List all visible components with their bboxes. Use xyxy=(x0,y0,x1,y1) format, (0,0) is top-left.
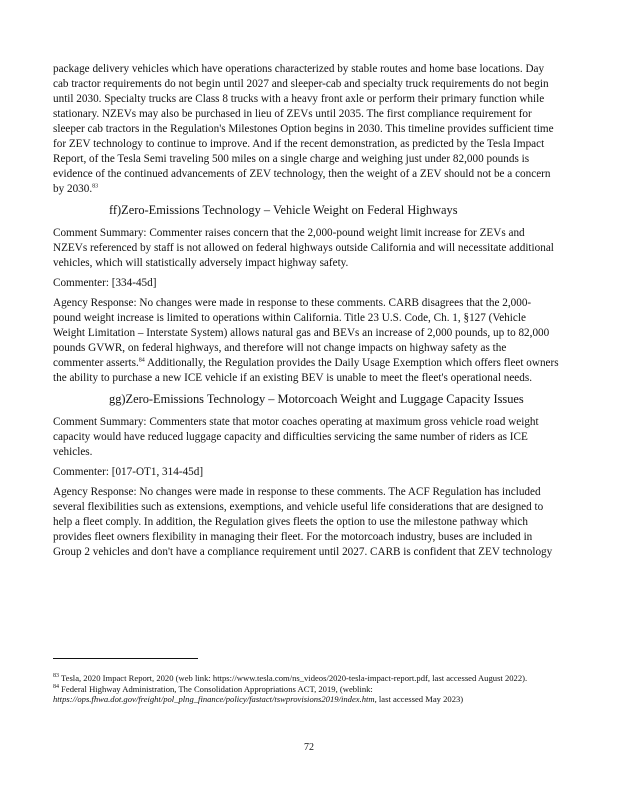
document-body xyxy=(53,62,559,565)
gg-comment-summary: Comment Summary: Commenters state that motor coaches operating at maximum gross vehicle road weight capacity would have reduced luggage capacity and difficulties servicing the same number of riders as ICE vehicles. xyxy=(53,416,539,458)
footnotes xyxy=(53,658,559,705)
footnote-84: $^{84}$ Federal Highway Administration, The Consolidation Appropriations ACT, 2019, (weblink: https://ops.fhwa.dot.gov/freight/pol_plng_finance/policy/fastact/tswprovisions2019/index.htm, last accessed May 2023) xyxy=(53,683,464,704)
page-number: 72 xyxy=(304,742,314,753)
footnote-divider xyxy=(53,658,198,659)
ff-comment-summary: Comment Summary: Commenter raises concern that the 2,000-pound weight limit increase for ZEVs and NZEVs referenced by staff is not allowed on federal highways outside California and will necessitate additional vehicles, which will statistically adversely impact highway safety. xyxy=(53,227,554,269)
gg-agency-response: Agency Response: No changes were made in response to these comments. The ACF Regulation has included several flexibilities such as extensions, exemptions, and vehicle useful life considerations that are designed to help a fleet comply. In addition, the Regulation gives fleets the option to use the milestone pathway which provides fleet owners flexibility in managing their fleet. For the motorcoach industry, buses are included in Group 2 vehicles and don't have a compliance requirement until 2027. CARB is confident that ZEV technology xyxy=(53,486,553,558)
intro-paragraph: package delivery vehicles which have operations characterized by stable routes and home base locations. Day cab tractor requirements do not begin until 2027 and sleeper-cab and specialty truck requirements do not begin until 2030. Specialty trucks are Class 8 trucks with a heavy front axle or perform their primary function while stationary. NZEVs may also be purchased in lieu of ZEVs until 2035. The first compliance requirement for sleeper cab tractors in the Regulation's Milestones Option begins in 2030. This timeline provides sufficient time for ZEV technology to continue to improve. And if the recent demonstration, as predicted by the Tesla Impact Report, of the Tesla Semi traveling 500 miles on a single charge and weighing just under 82,000 pounds is evidence of the continued advancements of ZEV technology, then the weight of a ZEV should not be a concern by 2030.83 xyxy=(53,63,554,195)
footnote-84-link[interactable]: https://ops.fhwa.dot.gov/freight/pol_plng_finance/policy/fastact/tswprovisions2019/index.htm xyxy=(53,694,375,704)
footnote-ref-83[interactable]: 83 xyxy=(92,183,99,190)
section-ff-title: ff)Zero-Emissions Technology – Vehicle Weight on Federal Highways xyxy=(109,203,458,217)
gg-commenter: Commenter: [017-OT1, 314-45d] xyxy=(53,466,204,478)
footnote-83: $^{83}$ Tesla, 2020 Impact Report, 2020 (web link: https://www.tesla.com/ns_videos/2020-tesla-impact-report.pdf, last accessed August 2022). xyxy=(53,673,528,683)
ff-commenter: Commenter: [334-45d] xyxy=(53,277,157,289)
footnote-ref-84[interactable]: 84 xyxy=(138,357,145,364)
section-gg-title: gg)Zero-Emissions Technology – Motorcoach Weight and Luggage Capacity Issues xyxy=(109,392,524,406)
ff-agency-response: Agency Response: No changes were made in response to these comments. CARB disagrees that the 2,000-pound weight increase is limited to operations within California. Title 23 U.S. Code, Ch. 1, §127 (Vehicle Weight Limitation – Interstate System) allows natural gas and BEVs an increase of 2,000 pounds, up to 82,000 pounds GVWR, on federal highways, and therefore will not change impacts on highway safety as the commenter asserts.$^{84}$ Additionally, the Regulation provides the Daily Usage Exemption which offers fleet owners the ability to purchase a new ICE vehicle if an existing BEV is unable to meet the fleet's operational needs. xyxy=(53,297,559,384)
